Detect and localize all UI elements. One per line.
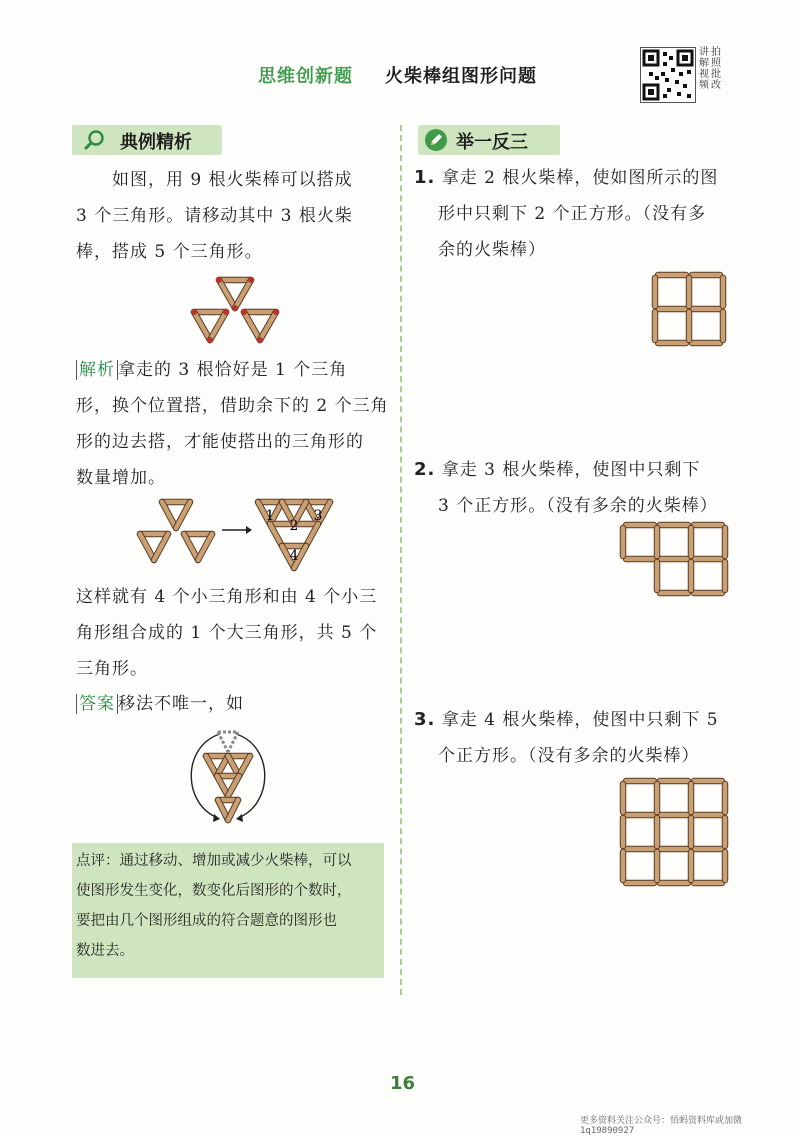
matchstick-grid-2x2 <box>650 270 730 348</box>
matchstick-grid-3x3 <box>618 776 730 888</box>
qr-code-icon[interactable] <box>640 47 696 103</box>
question-3: 3. 拿走 4 根火柴棒，使图中只剩下 5 个正方形。（没有多余的火柴棒） <box>414 709 719 766</box>
qr-label: 讲 拍 解 照 视 批 频 改 <box>699 47 721 91</box>
answer-tag: 答案 <box>76 694 118 714</box>
conclusion-text: 这样就有 4 个小三角形和由 4 个小三 角形组合成的 1 个大三角形，共 5 个 三角形。 <box>76 587 378 679</box>
matchstick-figure-answer <box>178 724 278 832</box>
triangle-label-3: 3 <box>313 508 323 524</box>
question-1: 1. 拿走 2 根火柴棒，使如图所示的图 形中只剩下 2 个正方形。（没有多 余的火柴棒） <box>414 167 719 260</box>
answer-line: 答案 移法不唯一，如 <box>76 686 396 722</box>
triangle-label-4: 4 <box>289 548 299 564</box>
triangle-label-1: 1 <box>265 508 275 524</box>
question-3-number: 3. <box>414 709 436 730</box>
question-2-number: 2. <box>414 459 436 480</box>
footer-note: 更多资料关注公众号：悟蚂资料库或加微 1q19890927 <box>580 1116 743 1136</box>
matchsticks <box>623 781 725 883</box>
tip-text: 点评：通过移动、增加或减少火柴棒，可以 使图形发生变化，数变化后图形的个数时， 要把由几个图形组成的符合题意的图形也 数进去。 <box>76 853 352 959</box>
problem-text: 如图，用 9 根火柴棒可以搭成 3 个三角形。请移动其中 3 根火柴 棒，搭成 5 个三角形。 <box>76 170 353 262</box>
matchstick-figure-three-triangles <box>180 272 290 348</box>
header-title: 火柴棒组图形问题 <box>385 66 537 87</box>
matchsticks <box>655 275 723 343</box>
arrow-right-icon <box>222 526 252 534</box>
triangle-label-2: 2 <box>289 518 299 534</box>
matchsticks <box>623 525 725 593</box>
header-category: 思维创新题 <box>258 66 353 87</box>
search-icon <box>84 129 106 155</box>
column-divider <box>400 125 402 995</box>
section-title-practice: 举一反三 <box>456 132 528 153</box>
page-number: 16 <box>390 1073 416 1094</box>
section-title-example: 典例精析 <box>120 132 192 153</box>
matchsticks <box>206 732 250 820</box>
question-1-number: 1. <box>414 167 436 188</box>
matchstick-figure-transformation <box>130 494 340 576</box>
matchsticks-before <box>140 502 212 560</box>
question-2: 2. 拿走 3 根火柴棒，使图中只剩下 3 个正方形。（没有多余的火柴棒） <box>414 459 718 516</box>
matchsticks <box>191 277 279 343</box>
analysis-tag: 解析 <box>76 360 118 380</box>
pencil-icon <box>424 128 448 156</box>
matchstick-grid-l-shape <box>618 520 730 598</box>
analysis-text: 解析 拿走的 3 根恰好是 1 个三角 形，换个位置搭，借助余下的 2 个三角 形的边去搭，才能使搭出的三角形的 数量增加。 <box>76 360 389 488</box>
